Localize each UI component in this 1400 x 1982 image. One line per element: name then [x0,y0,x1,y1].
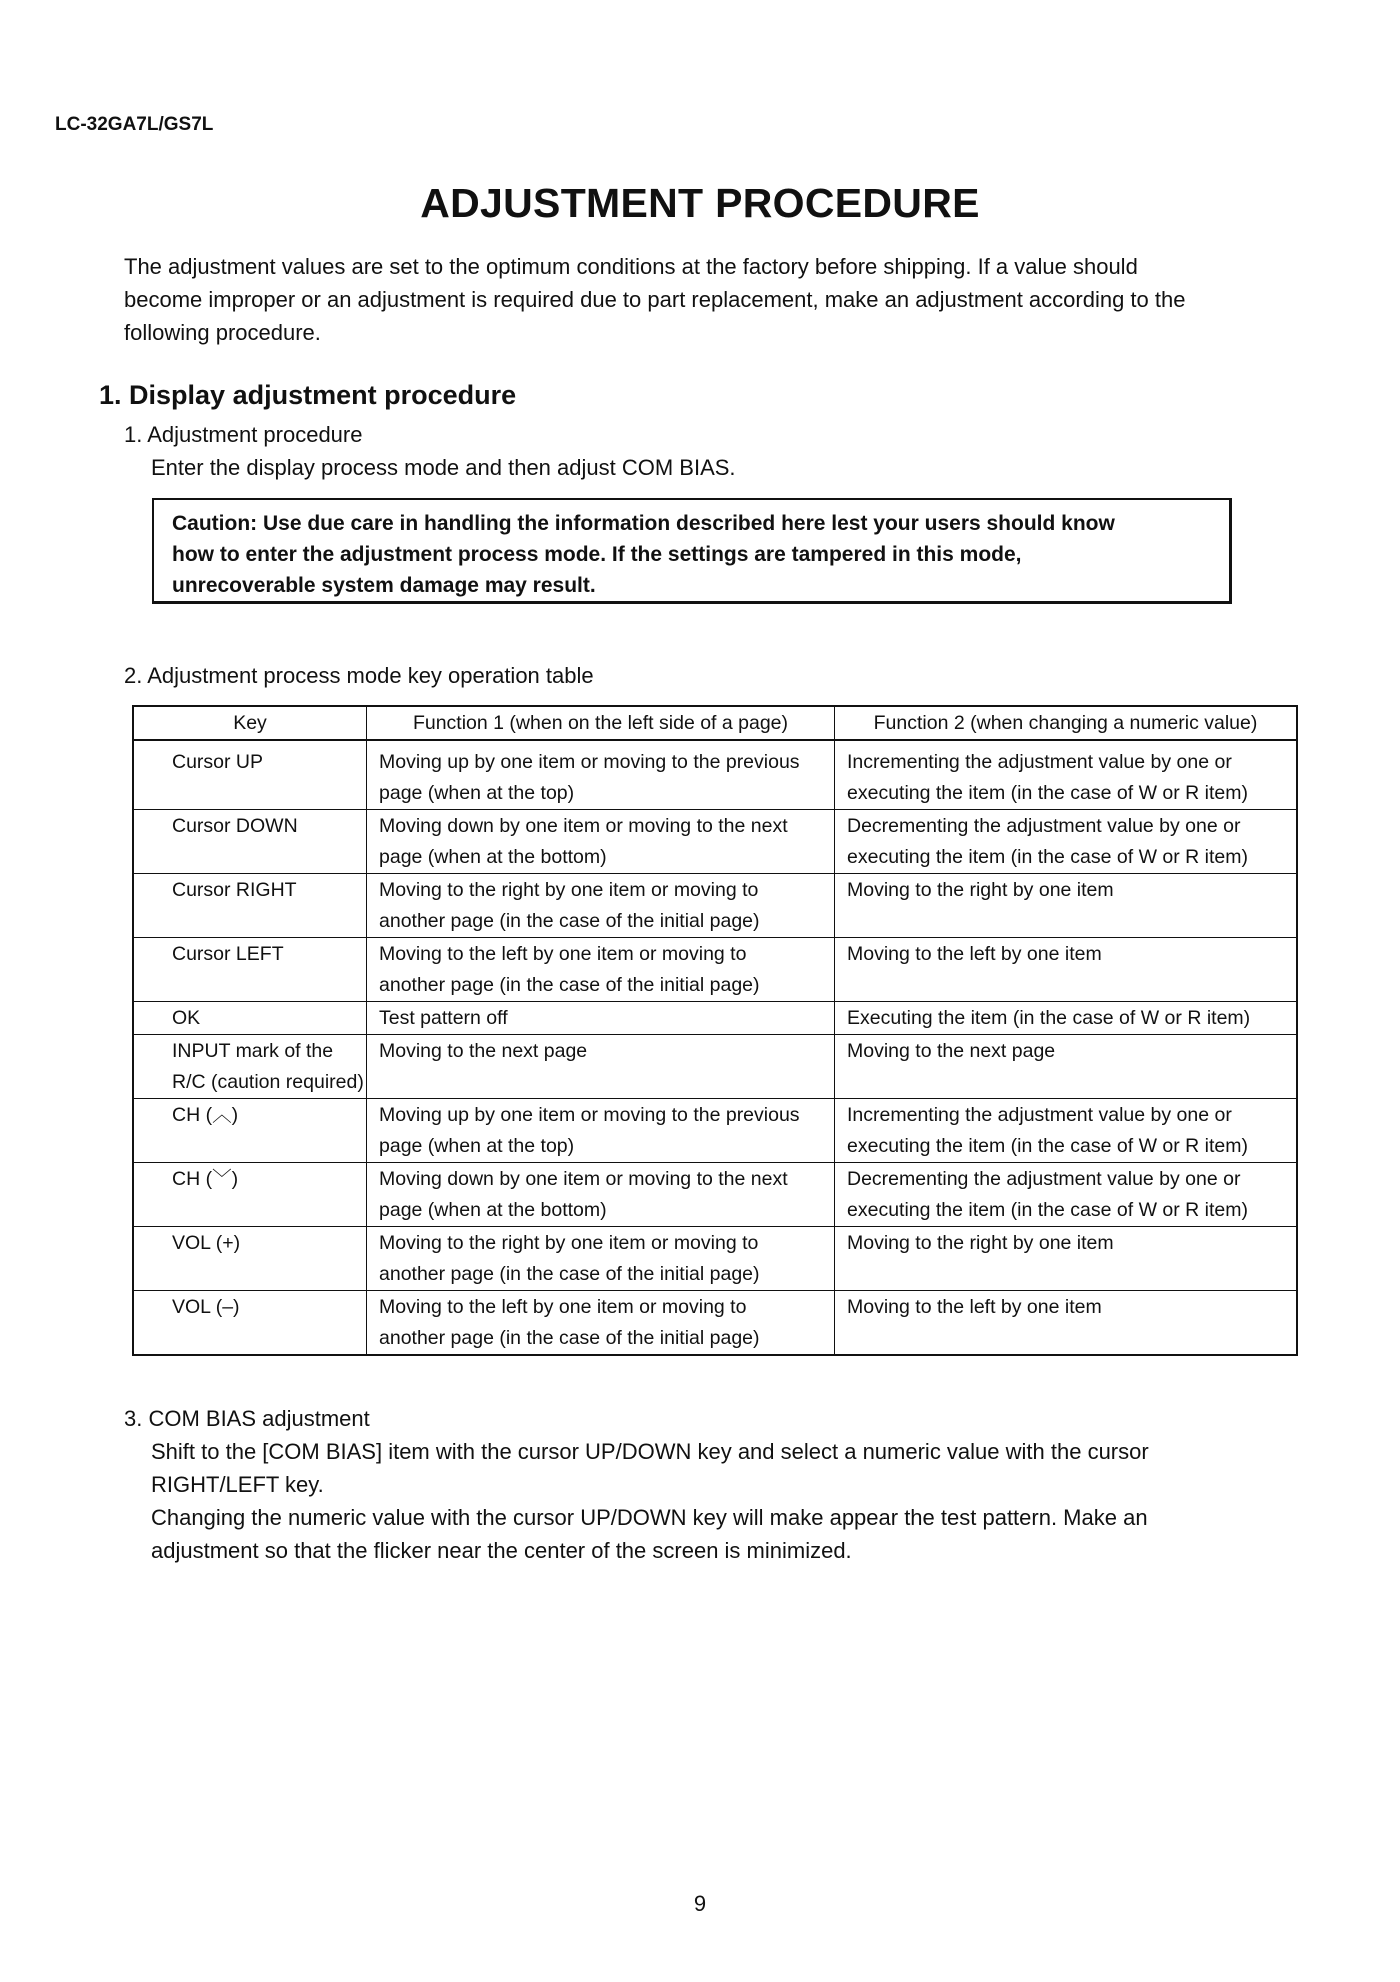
cell-line: Executing the item (in the case of W or R item) [847,1007,1251,1029]
subsection-1-title: 1. Adjustment procedure [124,422,363,447]
cell-line: Moving to the left by one item [847,1296,1102,1318]
table-row [133,1099,1297,1163]
cell-line: Cursor LEFT [172,943,284,965]
key-cell [133,810,367,874]
cell-line: Moving to the right by one item [847,1232,1114,1254]
key-cell [133,1099,367,1163]
cell-line: Decrementing the adjustment value by one or [847,815,1241,837]
cell-line: another page (in the case of the initial page) [379,1327,760,1349]
caution-line: Caution: Use due care in handling the information described here lest your users should know [172,512,1115,535]
key-cell [133,1163,367,1227]
cell-line: Moving up by one item or moving to the previous [379,751,800,773]
function-2-cell [835,874,1298,938]
function-1-cell [367,1291,835,1356]
cell-line: another page (in the case of the initial page) [379,1263,760,1285]
intro-paragraph [124,250,1304,349]
section-3-line: Changing the numeric value with the cursor UP/DOWN key will make appear the test pattern. Make an [151,1505,1148,1530]
function-1-cell [367,938,835,1002]
function-2-cell [835,1099,1298,1163]
intro-line: become improper or an adjustment is required due to part replacement, make an adjustment according to the [124,287,1186,312]
cell-line: VOL (–) [172,1296,240,1318]
section-3-line: Shift to the [COM BIAS] item with the cursor UP/DOWN key and select a numeric value with the cursor [151,1439,1149,1464]
page-title: ADJUSTMENT PROCEDURE [420,180,980,226]
function-2-cell [835,740,1298,810]
caution-line: unrecoverable system damage may result. [172,574,596,597]
function-2-cell [835,1002,1298,1035]
function-1-cell [367,740,835,810]
cell-line: Incrementing the adjustment value by one or [847,751,1232,773]
cell-line: CH (︿) [172,1104,239,1126]
table-row [133,740,1297,810]
function-2-cell [835,1035,1298,1099]
table-row [133,1291,1297,1356]
key-cell [133,740,367,810]
caution-line: how to enter the adjustment process mode. If the settings are tampered in this mode, [172,543,1022,566]
cell-line: executing the item (in the case of W or R item) [847,1199,1248,1221]
cell-line: Decrementing the adjustment value by one or [847,1168,1241,1190]
function-1-cell [367,810,835,874]
cell-line: R/C (caution required) [172,1071,364,1093]
cell-line: executing the item (in the case of W or R item) [847,846,1248,868]
cell-line: Cursor UP [172,751,264,773]
cell-line: Moving to the right by one item or moving to [379,1232,759,1254]
section-1-heading: 1. Display adjustment procedure [99,380,517,410]
function-2-cell [835,938,1298,1002]
key-cell [133,1035,367,1099]
cell-line: page (when at the bottom) [379,1199,607,1221]
intro-line: The adjustment values are set to the optimum conditions at the factory before shipping. If a value should [124,254,1138,279]
key-cell [133,1291,367,1356]
table-row [133,938,1297,1002]
key-cell [133,1002,367,1035]
cell-line: page (when at the bottom) [379,846,607,868]
subsection-2-title: 2. Adjustment process mode key operation table [124,663,594,688]
cell-line: Moving down by one item or moving to the next [379,815,788,837]
cell-line: Cursor RIGHT [172,879,297,901]
function-2-cell [835,810,1298,874]
table-row [133,810,1297,874]
cell-line: Moving down by one item or moving to the next [379,1168,788,1190]
column-header-key: Key [133,706,367,740]
cell-line: Moving up by one item or moving to the previous [379,1104,800,1126]
function-1-cell [367,1002,835,1035]
function-1-cell [367,1163,835,1227]
key-operation-table [132,705,1298,1356]
cell-line: CH (﹀) [172,1168,239,1190]
table-row [133,874,1297,938]
key-cell [133,1227,367,1291]
intro-line: following procedure. [124,320,321,345]
cell-line: Moving to the left by one item or moving to [379,1296,747,1318]
cell-line: OK [172,1007,201,1029]
table-row [133,1227,1297,1291]
cell-line: executing the item (in the case of W or R item) [847,782,1248,804]
table-row [133,1163,1297,1227]
cell-line: Test pattern off [379,1007,508,1029]
section-3-title: 3. COM BIAS adjustment [124,1406,370,1431]
function-2-cell [835,1291,1298,1356]
cell-line: Cursor DOWN [172,815,298,837]
subsection-1 [124,418,736,484]
function-1-cell [367,1099,835,1163]
page-number: 9 [693,1891,707,1916]
cell-line: Moving to the right by one item or moving to [379,879,759,901]
cell-line: Incrementing the adjustment value by one or [847,1104,1232,1126]
subsection-1-text: Enter the display process mode and then adjust COM BIAS. [151,455,736,480]
cell-line: Moving to the left by one item or moving to [379,943,747,965]
cell-line: executing the item (in the case of W or R item) [847,1135,1248,1157]
section-3-line: RIGHT/LEFT key. [151,1472,324,1497]
caution-box [152,498,1232,604]
section-3-line: adjustment so that the flicker near the center of the screen is minimized. [151,1538,852,1563]
cell-line: page (when at the top) [379,1135,575,1157]
model-number: LC-32GA7L/GS7L [55,114,214,135]
cell-line: another page (in the case of the initial page) [379,910,760,932]
cell-line: another page (in the case of the initial page) [379,974,760,996]
function-1-cell [367,874,835,938]
cell-line: Moving to the left by one item [847,943,1102,965]
function-1-cell [367,1227,835,1291]
table-row [133,1002,1297,1035]
section-3 [124,1402,1304,1567]
cell-line: INPUT mark of the [172,1040,334,1062]
function-1-cell [367,1035,835,1099]
key-cell [133,874,367,938]
table-header-row [133,706,1297,740]
cell-line: Moving to the next page [847,1040,1056,1062]
cell-line: VOL (+) [172,1232,241,1254]
column-header-function-1: Function 1 (when on the left side of a page) [367,706,835,740]
cell-line: Moving to the right by one item [847,879,1114,901]
table-body [133,740,1297,1355]
key-cell [133,938,367,1002]
table-row [133,1035,1297,1099]
function-2-cell [835,1163,1298,1227]
function-2-cell [835,1227,1298,1291]
cell-line: page (when at the top) [379,782,575,804]
cell-line: Moving to the next page [379,1040,588,1062]
column-header-function-2: Function 2 (when changing a numeric value) [835,706,1298,740]
